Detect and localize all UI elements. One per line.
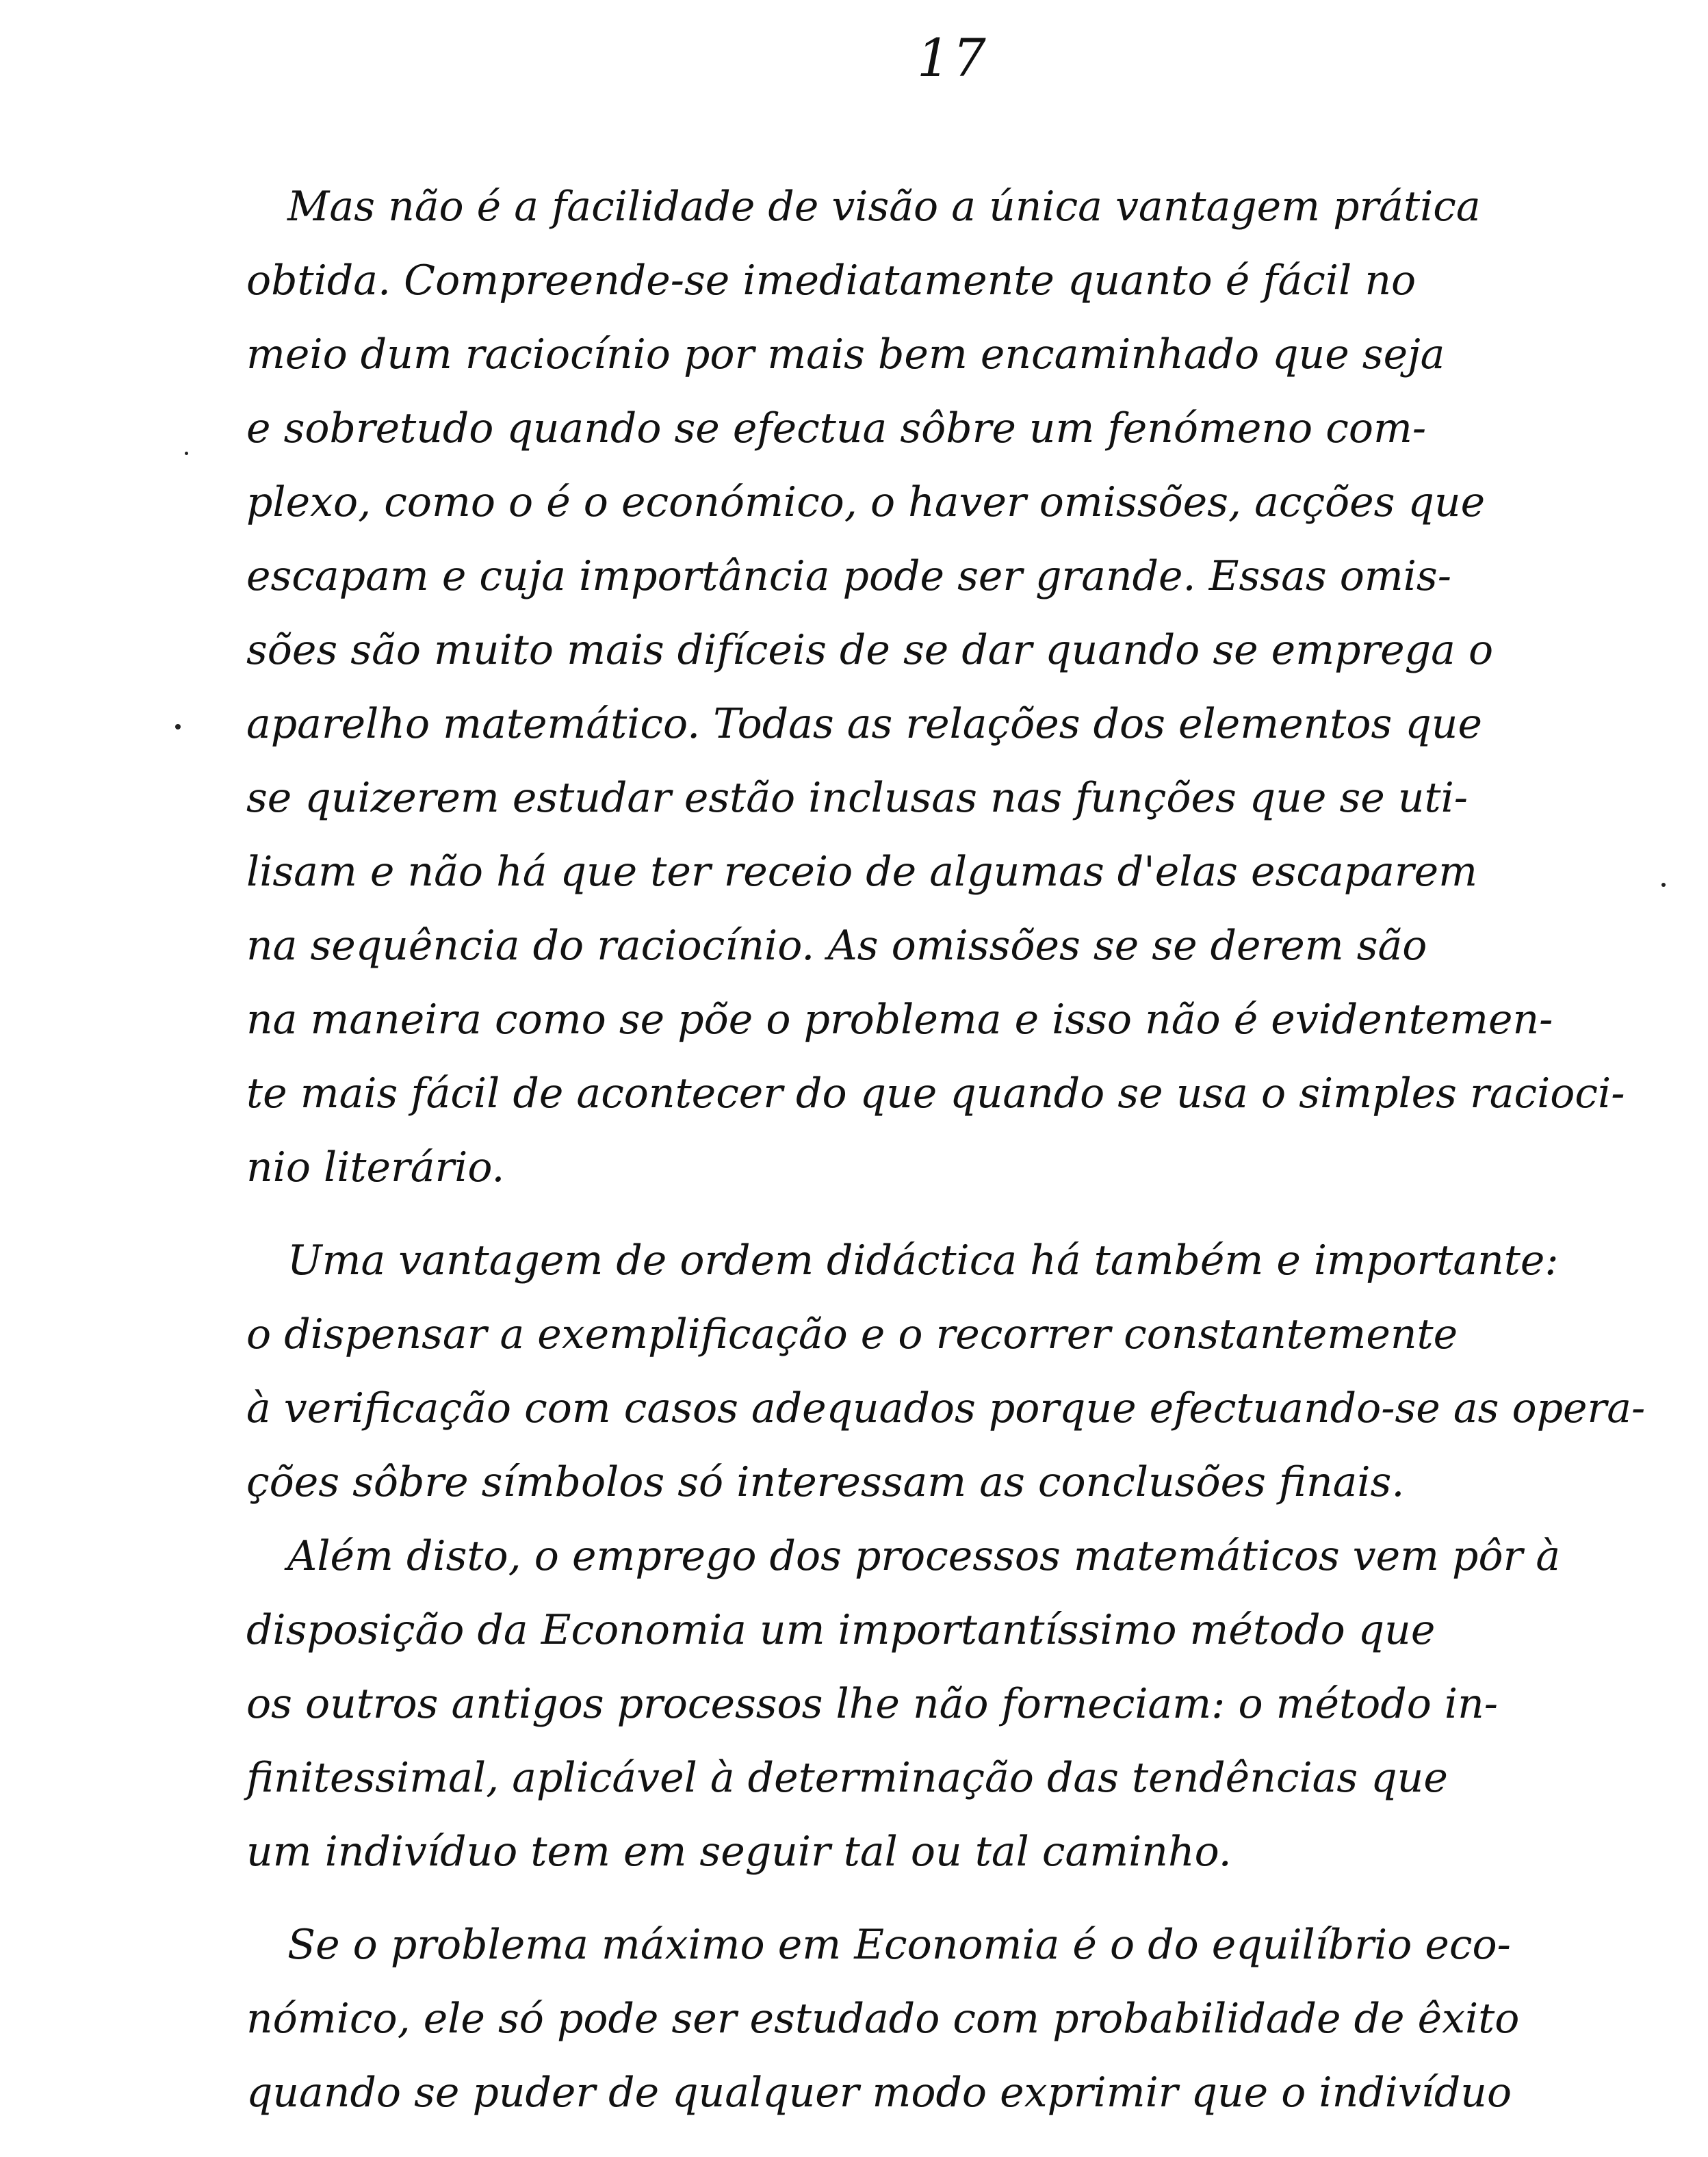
page-number: 17 bbox=[917, 27, 989, 88]
text-line: ções sôbre símbolos só interessam as conclusões finais. bbox=[246, 1458, 1405, 1506]
text-line: aparelho matemático. Todas as relações dos elementos que bbox=[246, 700, 1482, 748]
text-line: um indivíduo tem em seguir tal ou tal caminho. bbox=[246, 1828, 1232, 1876]
text-line: na sequência do raciocínio. As omissões se se derem são bbox=[246, 922, 1427, 970]
ink-speck bbox=[185, 452, 188, 455]
text-line: Uma vantagem de ordem didáctica há também e importante: bbox=[287, 1237, 1559, 1284]
text-line: se quizerem estudar estão inclusas nas funções que se uti- bbox=[246, 774, 1468, 822]
handwritten-text bbox=[246, 170, 1683, 2130]
text-line: à verificação com casos adequados porque efectuando-se as opera- bbox=[246, 1384, 1646, 1432]
text-line: sões são muito mais difíceis de se dar quando se emprega o bbox=[246, 626, 1494, 674]
text-line: nio literário. bbox=[246, 1144, 505, 1191]
ink-speck bbox=[175, 724, 181, 729]
text-line: finitessimal, aplicável à determinação das tendências que bbox=[246, 1754, 1448, 1802]
text-line: os outros antigos processos lhe não forneciam: o método in- bbox=[246, 1680, 1499, 1728]
text-line: te mais fácil de acontecer do que quando se usa o simples racioci- bbox=[246, 1070, 1625, 1118]
ink-speck bbox=[1661, 883, 1666, 887]
text-line: o dispensar a exemplificação e o recorrer constantemente bbox=[246, 1310, 1458, 1358]
text-line: e sobretudo quando se efectua sôbre um fenómeno com- bbox=[246, 404, 1427, 452]
text-line: quando se puder de qualquer modo exprimir que o indivíduo bbox=[246, 2069, 1512, 2117]
text-line: na maneira como se põe o problema e isso não é evidentemen- bbox=[246, 996, 1553, 1044]
text-line: disposição da Economia um importantíssimo método que bbox=[246, 1606, 1436, 1654]
text-line: escapam e cuja importância pode ser grande. Essas omis- bbox=[246, 552, 1451, 600]
text-line: lisam e não há que ter receio de algumas d'elas escaparem bbox=[246, 848, 1477, 896]
text-line: Se o problema máximo em Economia é o do equilíbrio eco- bbox=[287, 1921, 1511, 1969]
text-line: plexo, como o é o económico, o haver omissões, acções que bbox=[246, 478, 1486, 526]
text-line: obtida. Compreende-se imediatamente quanto é fácil no bbox=[246, 257, 1416, 305]
text-line: Mas não é a facilidade de visão a única vantagem prática bbox=[287, 183, 1481, 231]
text-line: Além disto, o emprego dos processos matemáticos vem pôr à bbox=[287, 1532, 1561, 1580]
text-line: nómico, ele só pode ser estudado com probabilidade de êxito bbox=[246, 1995, 1520, 2043]
text-line: meio dum raciocínio por mais bem encaminhado que seja bbox=[246, 331, 1445, 378]
